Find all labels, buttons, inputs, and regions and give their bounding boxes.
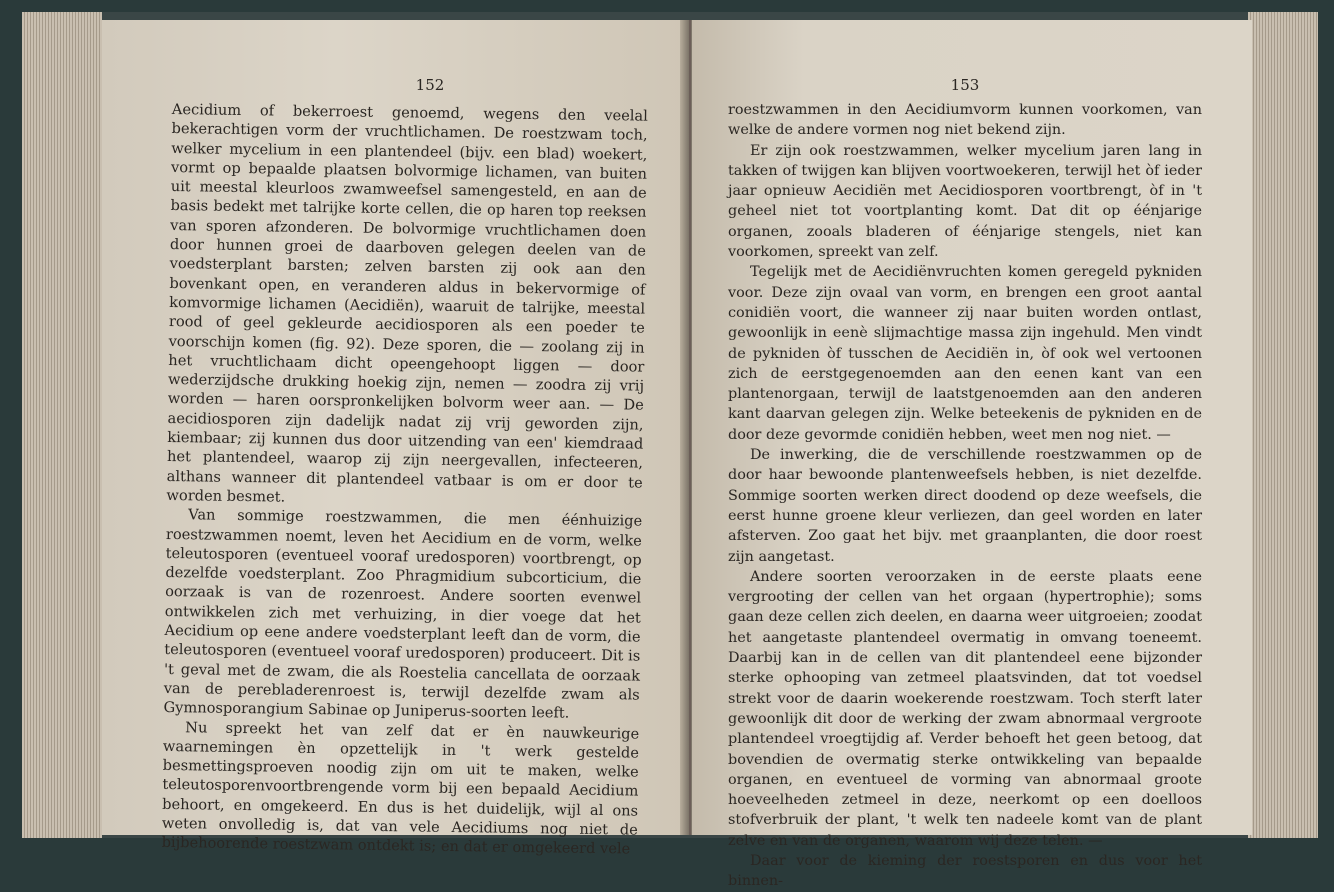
page-edges-right [1248,12,1318,838]
right-page-text [728,100,1202,892]
right-page [692,20,1252,890]
paragraph: Er zijn ook roestzwammen, welker mycelium jaren lang in takken of twijgen kan blijven voortwoekeren, terwijl het òf ieder jaar opnieuw Aecidiën met Aecidiosporen voortbrengt, òf in 't geheel niet tot voortplanting komt. Dat dit op éénjarige organen, zooals bladeren of éénjarige stengels, niet kan voorkomen, spreekt van zelf. [728,142,1202,261]
page-number-left: 152 [415,76,445,94]
paragraph: Daar voor de kieming der roestsporen en dus voor het binnen- [728,852,1202,890]
left-page [102,20,688,858]
paragraph: roestzwammen in den Aecidiumvorm kunnen voorkomen, van welke de andere vormen nog niet bekend zijn. [728,102,1202,139]
paragraph: Nu spreekt het van zelf dat er èn nauwkeurige waarnemingen èn opzettelijk in 't werk gestelde besmettingsproeven noodig zijn om uit te maken, welke teleutosporenvoortbrengende vorm bij een bepaald Aecidium behoort, en omgekeerd. En dus is het duidelijk, wijl al ons weten onvolledig is, dat van vele Aecidiums nog niet de bijbehoorende roestzwam ontdekt is; en dat er omgekeerd vele [161,718,640,858]
page-number-right: 153 [950,76,980,94]
paragraph: Tegelijk met de Aecidiënvruchten komen geregeld pykniden voor. Deze zijn ovaal van vorm, en brengen een groot aantal conidiën voort, die wanneer zij naar buiten worden ontlast, gewoonlijk in eenè slijmachtige massa zijn ingehuld. Men vindt de pykniden òf tusschen de Aecidiën in, òf ook wel vertoonen zich de eerstgegenoemden aan den eenen kant van een plantenorgaan, terwijl de laatstgenoemden aan den anderen kant daarvan gelegen zijn. Welke beteekenis de pykniden en de door deze gevormde conidiën hebben, weet men nog niet. — [728,264,1202,443]
paragraph: Andere soorten veroorzaken in de eerste plaats eene vergrooting der cellen van het orgaan (hypertrophie); soms gaan deze cellen zich deelen, en daarna weer uitgroeien; zoodat het aangetaste plantendeel overmatig in omvang toeneemt. Daarbij kan in de cellen van dit plantendeel eene bijzonder sterke ophooping van zetmeel plaatsvinden, dat tot voedsel strekt voor de daarin woekerende roestzwam. Toch sterft later gewoonlijk dit door de werking der zwam abnormaal vergroote plantendeel vroegtijdig af. Verder behoeft het geen betoog, dat bovendien de overmatig sterke ontwikkeling van bepaalde organen, en eventueel de vorming van abnormaal groote hoeveelheden zetmeel in deze, neerkomt op een doelloos stofverbruik der plant, 't welk ten nadeele komt van de plant zelve en van de organen, waarom wij deze telen. — [728,568,1202,849]
open-book [22,12,1318,890]
paragraph: Aecidium of bekerroest genoemd, wegens den veelal bekerachtigen vorm der vruchtlichamen. De roestzwam toch, welker mycelium in een plantendeel (bijv. een blad) woekert, vormt op bepaalde plaatsen bolvormige lichamen, van buiten uit meestal kleurloos zwamweefsel samengesteld, en aan de basis bedekt met talrijke korte cellen, die op haren top reeksen van sporen afzonderen. De bolvormige vruchtlichamen doen door hunnen groei de daarboven gelegen deelen van de voedsterplant barsten; zelven barsten zij ook aan den bovenkant open, en veranderen aldus in bekervormige of komvormige lichamen (Aecidiën), waaruit de talrijke, meestal rood of geel gekleurde aecidiosporen als een poeder te voorschijn komen (fig. 92). Deze sporen, die — zoolang zij in het vruchtlichaam dicht opeengehoopt liggen — door wederzijdsche drukking hoekig zijn, nemen — zoodra zij vrij worden — haren oorspronkelijken bolvorm weer aan. — De aecidiosporen zijn dadelijk nadat zij vrij geworden zijn, kiembaar; zij kunnen dus door uitzending van een' kiemdraad het plantendeel, waarop zij zijn neergevallen, infecteeren, althans wanneer dit plantendeel vatbaar is om er door te worden besmet. [166,100,648,506]
paragraph: De inwerking, die de verschillende roestzwammen op de door haar bewoonde plantenweefsels hebben, is niet dezelfde. Sommige soorten werken direct doodend op deze weefsels, die eerst hunne groene kleur verliezen, dan geel worden en later afsterven. Zoo gaat het bijv. met graanplanten, die door roest zijn aangetast. [728,447,1202,565]
paragraph: Van sommige roestzwammen, die men éénhuizige roestzwammen noemt, leven het Aecidium en de vorm, welke teleutosporen (eventueel vooraf uredosporen) voortbrengt, op dezelfde voedsterplant. Zoo Phragmidium subcorticium, die oorzaak is van de rozenroest. Andere soorten evenwel ontwikkelen zich met verhuizing, in dier voege dat het Aecidium op eene andere voedsterplant leeft dan de vorm, die teleutosporen (eventueel vooraf uredosporen) produceert. Dit is 't geval met de zwam, die als Roestelia cancellata de oorzaak van de perebladerenroest is, terwijl dezelfde zwam als Gymnosporangium Sabinae op Juniperus-soorten leeft. [163,506,643,722]
left-page-text [161,100,647,859]
page-edges-left [22,12,102,838]
